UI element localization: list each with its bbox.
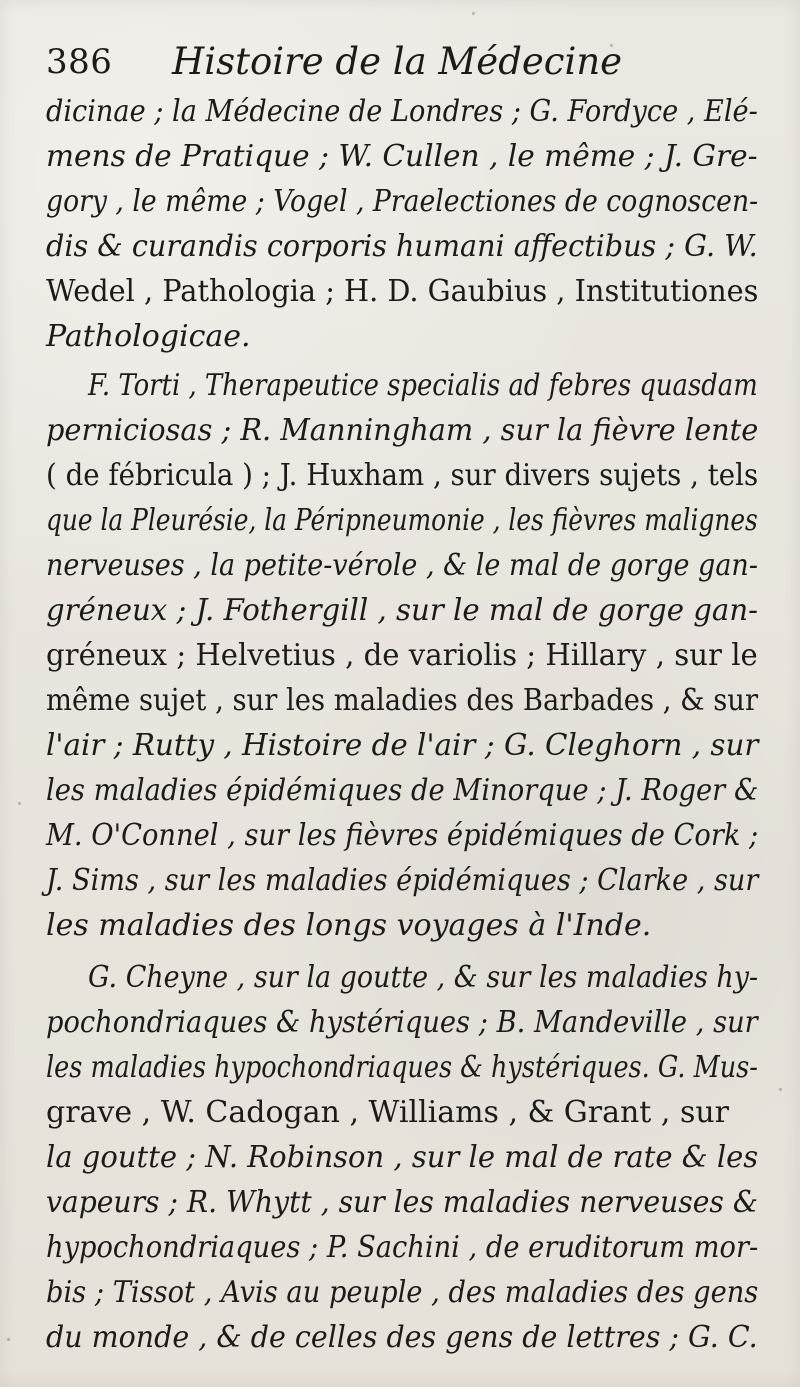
text-line-10: que la Pleurésie, la Péripneumonie , les fièvres malignes [46, 503, 758, 538]
text-line-16: les maladies épidémiques de Minorque ; J. Roger & [46, 773, 759, 808]
page-number: 386 [46, 42, 113, 82]
text-line-1: dicinae ; la Médecine de Londres ; G. Fordyce , Elé- [46, 94, 758, 129]
text-line-21: pochondriaques & hystériques ; B. Mandeville , sur [46, 1005, 758, 1040]
text-line-18: J. Sims , sur les maladies épidémiques ; Clarke , sur [46, 863, 759, 898]
text-line-24: la goutte ; N. Robinson , sur le mal de rate & les [46, 1140, 759, 1175]
text-line-22: les maladies hypochondriaques & hystériques. G. Mus- [46, 1050, 758, 1085]
text-line-20: G. Cheyne , sur la goutte , & sur les maladies hy- [88, 960, 759, 995]
text-line-8: perniciosas ; R. Manningham , sur la fièvre lente [46, 413, 759, 448]
text-line-26: hypochondriaques ; P. Sachini , de eruditorum mor- [46, 1230, 759, 1265]
text-line-11: nerveuses , la petite-vérole , & le mal de gorge gan- [46, 548, 758, 583]
text-line-28: du monde , & de celles des gens de lettres ; G. C. [46, 1320, 758, 1355]
text-line-2: mens de Pratique ; W. Cullen , le même ; J. Gre- [46, 139, 758, 174]
page-header [46, 34, 666, 92]
text-line-17: M. O'Connel , sur les fièvres épidémiques de Cork ; [46, 818, 759, 853]
text-line-14: même sujet , sur les maladies des Barbades , & sur [46, 683, 759, 718]
text-line-12: gréneux ; J. Fothergill , sur le mal de gorge gan- [46, 593, 758, 628]
text-line-4: dis & curandis corporis humani affectibus ; G. W. [46, 229, 758, 264]
text-line-5: Wedel , Pathologia ; H. D. Gaubius , Institutiones [46, 274, 759, 309]
text-line-7: F. Torti , Therapeutice specialis ad febres quasdam [88, 368, 758, 403]
text-line-23: grave , W. Cadogan , Williams , & Grant , sur [46, 1095, 730, 1130]
text-line-15: l'air ; Rutty , Histoire de l'air ; G. Cleghorn , sur [46, 728, 759, 763]
text-line-6: Pathologicae. [46, 319, 251, 354]
text-line-13: gréneux ; Helvetius , de variolis ; Hillary , sur le [46, 638, 758, 673]
text-line-25: vapeurs ; R. Whytt , sur les maladies nerveuses & [46, 1185, 758, 1220]
text-line-19: les maladies des longs voyages à l'Inde. [46, 908, 652, 943]
running-title: Histoire de la Médecine [172, 40, 623, 83]
text-line-9: ( de fébricula ) ; J. Huxham , sur divers sujets , tels [46, 458, 759, 493]
text-line-27: bis ; Tissot , Avis au peuple , des maladies des gens [46, 1275, 759, 1310]
text-line-3: gory , le même ; Vogel , Praelectiones de cognoscen- [46, 184, 759, 219]
body-text [46, 94, 760, 1364]
